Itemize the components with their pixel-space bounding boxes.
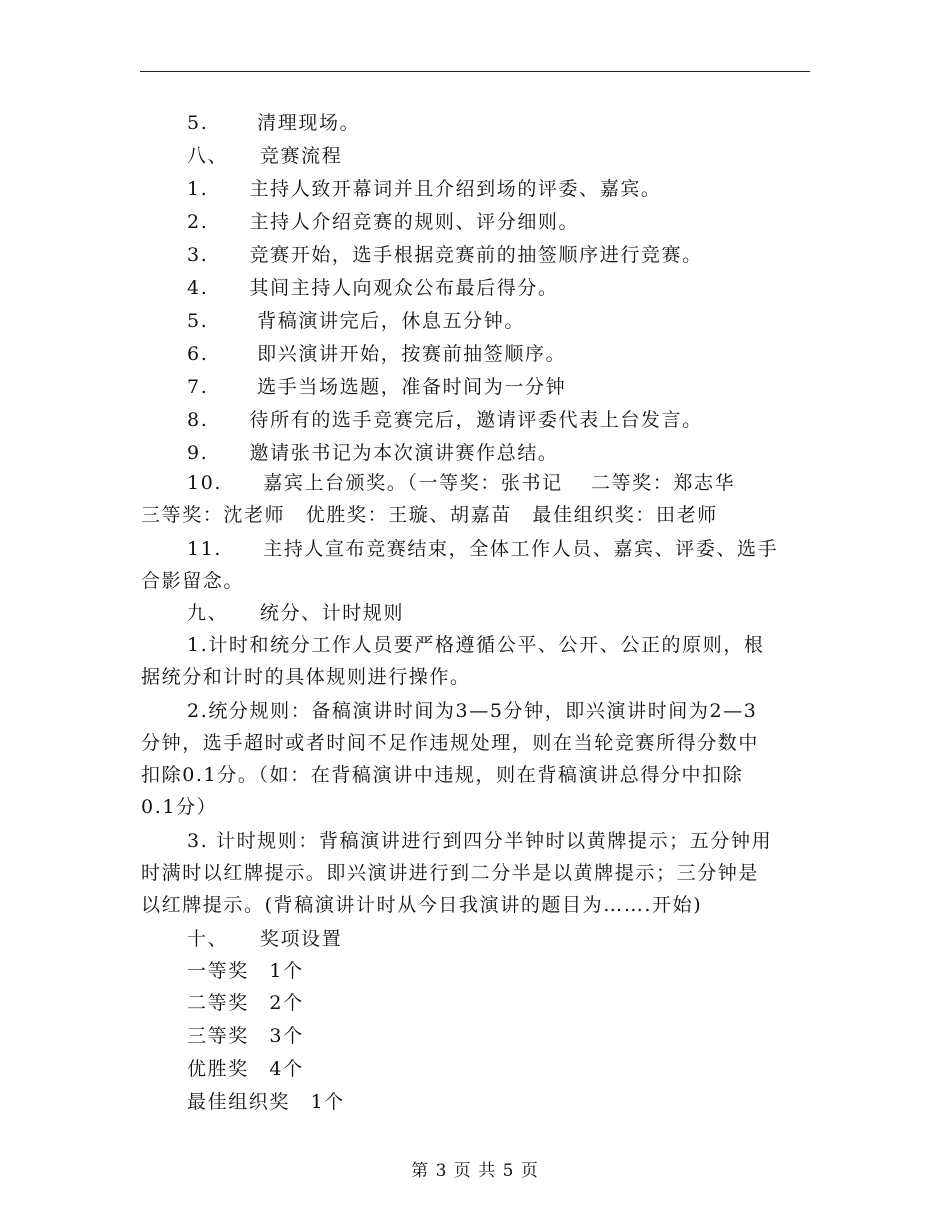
- rule-2-line-4: 0.1分）: [141, 796, 218, 818]
- process-item-7: 7. 选手当场选题，准备时间为一分钟: [187, 376, 567, 398]
- process-item-2: 2. 主持人介绍竞赛的规则、评分细则。: [187, 211, 580, 233]
- process-item-10: 10. 嘉宾上台颁奖。（一等奖：张书记 二等奖：郑志华: [187, 472, 736, 494]
- process-item-11-continued: 合影留念。: [141, 570, 245, 592]
- process-item-10-continued: 三等奖：沈老师 优胜奖：王璇、胡嘉苗 最佳组织奖：田老师: [141, 504, 718, 526]
- rule-1-line-2: 据统分和计时的具体规则进行操作。: [141, 666, 471, 688]
- list-item-5-clean-up: 5. 清理现场。: [187, 112, 361, 134]
- rule-1-line-1: 1.计时和统分工作人员要严格遵循公平、公开、公正的原则，根: [187, 634, 765, 656]
- process-item-11: 11. 主持人宣布竞赛结束，全体工作人员、嘉宾、评委、选手: [187, 538, 779, 560]
- award-first: 一等奖 1个: [187, 960, 304, 982]
- process-item-8: 8. 待所有的选手竞赛完后，邀请评委代表上台发言。: [187, 409, 703, 431]
- header-rule: [140, 71, 810, 72]
- process-item-1: 1. 主持人致开幕词并且介绍到场的评委、嘉宾。: [187, 178, 662, 200]
- award-second: 二等奖 2个: [187, 992, 304, 1014]
- section-heading-8: 八、 竞赛流程: [187, 145, 343, 167]
- process-item-4: 4. 其间主持人向观众公布最后得分。: [187, 277, 559, 299]
- award-excellence: 优胜奖 4个: [187, 1058, 304, 1080]
- process-item-6: 6. 即兴演讲开始，按赛前抽签顺序。: [187, 343, 567, 365]
- section-heading-9: 九、 统分、计时规则: [187, 602, 405, 624]
- process-item-3: 3. 竞赛开始，选手根据竞赛前的抽签顺序进行竞赛。: [187, 244, 703, 266]
- award-third: 三等奖 3个: [187, 1025, 304, 1047]
- rule-3-line-1: 3. 计时规则：背稿演讲进行到四分半钟时以黄牌提示；五分钟用: [187, 830, 773, 852]
- rule-3-line-2: 时满时以红牌提示。即兴演讲进行到二分半是以黄牌提示；三分钟是: [141, 862, 760, 884]
- award-best-organization: 最佳组织奖 1个: [187, 1091, 345, 1113]
- rule-2-line-2: 分钟，选手超时或者时间不足作违规处理，则在当轮竞赛所得分数中: [141, 732, 760, 754]
- process-item-5: 5. 背稿演讲完后，休息五分钟。: [187, 310, 525, 332]
- rule-2-line-1: 2.统分规则：备稿演讲时间为3—5分钟，即兴演讲时间为2—3: [187, 700, 758, 722]
- page-number-footer: 第 3 页 共 5 页: [411, 1161, 539, 1181]
- section-heading-10: 十、 奖项设置: [187, 928, 343, 950]
- rule-2-line-3: 扣除0.1分。（如：在背稿演讲中违规，则在背稿演讲总得分中扣除: [141, 764, 744, 786]
- process-item-9: 9. 邀请张书记为本次演讲赛作总结。: [187, 442, 559, 464]
- rule-3-line-3: 以红牌提示。(背稿演讲计时从今日我演讲的题目为…….开始): [141, 894, 703, 916]
